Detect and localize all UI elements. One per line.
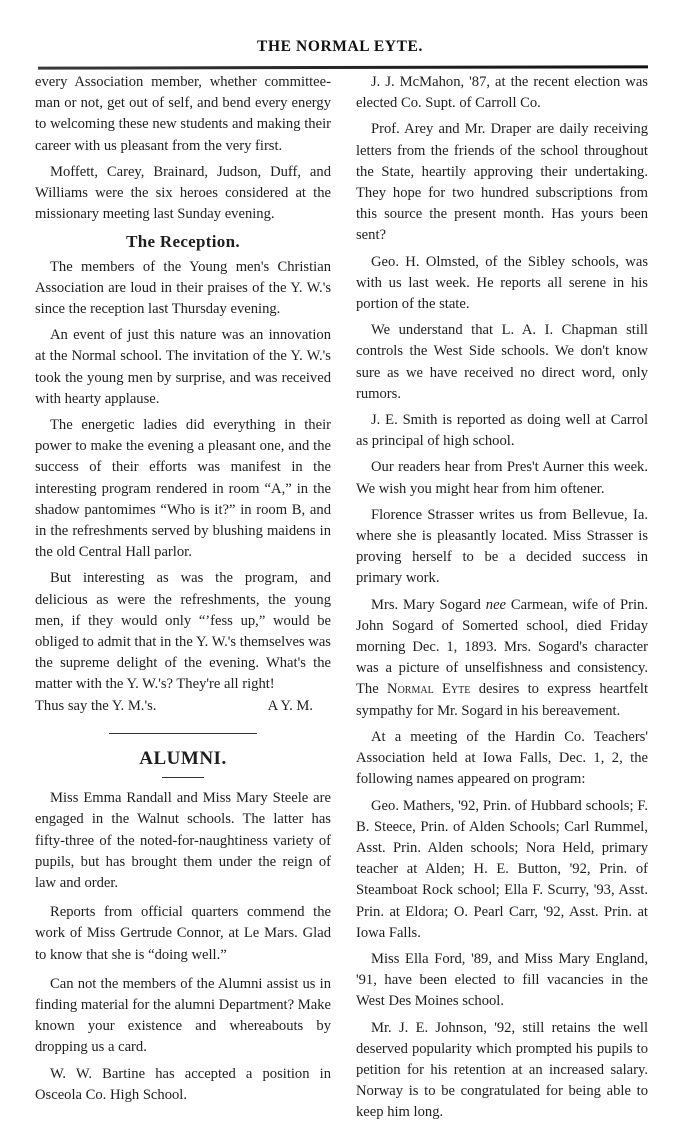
left-column	[35, 72, 331, 1111]
paragraph-reception-1: The members of the Young men's Christian Association are loud in their praises of the Y. W.'s since the reception last Thursday evening.	[35, 258, 331, 318]
header-rule	[38, 65, 648, 69]
reception-signature-line	[35, 696, 331, 717]
paragraph-alumni-2: Reports from official quarters commend the work of Miss Gertrude Connor, at Le Mars. Glad to know that she is “doing well.”	[35, 904, 331, 963]
reception-heading: The Reception.	[126, 232, 240, 252]
sogard-paper-name: Normal Eyte	[387, 681, 471, 698]
paragraph-arey-draper: Prof. Arey and Mr. Draper are daily receiving letters from the friends of the school throughout the State, heartily approving their undertaking. They hope for two hundred subscriptions from this source the present month. Has yours been sent?	[356, 121, 648, 244]
paragraph-mcmahon: J. J. McMahon, '87, at the recent election was elected Co. Supt. of Carroll Co.	[356, 74, 648, 112]
paragraph-ford-england: Miss Ella Ford, '89, and Miss Mary England, '91, have been elected to fill vacancies in the West Des Moines school.	[356, 950, 648, 1010]
paragraph-alumni-3: Can not the members of the Alumni assist us in finding material for the alumni Department? Make known your existence and whereabouts by dropping us a card.	[35, 975, 331, 1056]
paragraph-johnson: Mr. J. E. Johnson, '92, still retains the well deserved popularity which prompted his pupils to petition for his retention at an increased salary. Norway is to be congratulated for being able to keep him long.	[356, 1019, 648, 1121]
sogard-text-3: desires to express heartfelt sympathy for Mr. Sogard in his bereavement.	[356, 681, 649, 719]
right-column	[356, 72, 648, 1129]
paragraph-missionary: Moffett, Carey, Brainard, Judson, Duff, and Williams were the six heroes considered at the missionary meeting last Sunday evening.	[35, 163, 331, 223]
paragraph-reception-3: The energetic ladies did everything in their power to make the evening a pleasant one, and the success of their efforts was manifest in the interesting program rendered in room “A,” in the shadow pantomimes “Who is it?” in room B, and in the refreshments served by blushing maidens in the old Central Hall parlor.	[35, 417, 331, 561]
paragraph-association: every Association member, whether committee-man or not, get out of self, and bend every energy to welcoming these new students and making their career with us pleasant from the very first.	[35, 74, 331, 154]
paragraph-reception-2: An event of just this nature was an innovation at the Normal school. The invitation of the Y. W.'s took the young men by surprise, and was received with hearty applause.	[35, 327, 331, 407]
paragraph-hardin-meeting: At a meeting of the Hardin Co. Teachers' Association held at Iowa Falls, Dec. 1, 2, the following names appeared on program:	[356, 728, 648, 788]
section-divider	[109, 733, 257, 734]
sogard-text-1: Mrs. Mary Sogard	[371, 596, 486, 613]
sogard-nee: nee	[485, 596, 507, 613]
page-header-title: THE NORMAL EYTE.	[257, 38, 423, 55]
paragraph-chapman: We understand that L. A. I. Chapman still controls the West Side schools. We don't know sure as we have received no direct word, only rumors.	[356, 322, 648, 402]
paragraph-alumni-4: W. W. Bartine has accepted a position in Osceola Co. High School.	[35, 1065, 331, 1103]
paragraph-sogard	[356, 595, 648, 722]
paragraph-strasser: Florence Strasser writes us from Bellevue, Ia. where she is pleasantly located. Miss Strasser is proving herself to be a decided success in primary work.	[356, 506, 648, 587]
paragraph-program-names: Geo. Mathers, '92, Prin. of Hubbard schools; F. B. Steece, Prin. of Alden Schools; Carl Rummel, Asst. Prin. Alden schools; Nora Held, primary teacher at Alden; H. E. Button, '92, Prin. of Steamboat Rock school; Ella F. Scurry, '93, Asst. Prin. at Eldora; O. Pearl Carr, '92, Asst. Prin. at Iowa Falls.	[356, 797, 648, 941]
alumni-heading: ALUMNI.	[139, 747, 227, 769]
alumni-heading-rule	[162, 777, 204, 778]
closing-text: Thus say the Y. M.'s.	[35, 697, 157, 714]
paragraph-aurner: Our readers hear from Pres't Aurner this week. We wish you might hear from him oftener.	[356, 459, 648, 497]
paragraph-olmsted: Geo. H. Olmsted, of the Sibley schools, was with us last week. He reports all serene in his portion of the state.	[356, 253, 648, 313]
paragraph-alumni-1: Miss Emma Randall and Miss Mary Steele are engaged in the Walnut schools. The latter has fifty-three of the noted-for-naughtiness variety of pupils, but has brought them under the reign of law and order.	[35, 790, 331, 891]
paragraph-smith: J. E. Smith is reported as doing well at Carrol as principal of high school.	[356, 412, 648, 450]
signature: A Y. M.	[267, 697, 313, 714]
paragraph-reception-4: But interesting as was the program, and delicious as were the refreshments, the young men, if they would only “’fess up,” would be obliged to admit that in the Y. W.'s themselves was the supreme delight of the evening. What's the matter with the Y. W.'s? They're all right!	[35, 570, 331, 693]
sogard-text-2: Carmean, wife of Prin. John Sogard of Somerted school, died Friday morning Dec. 1, 1893. Mrs. Sogard's character was a picture of unselfishness and consistency. The	[356, 596, 648, 698]
